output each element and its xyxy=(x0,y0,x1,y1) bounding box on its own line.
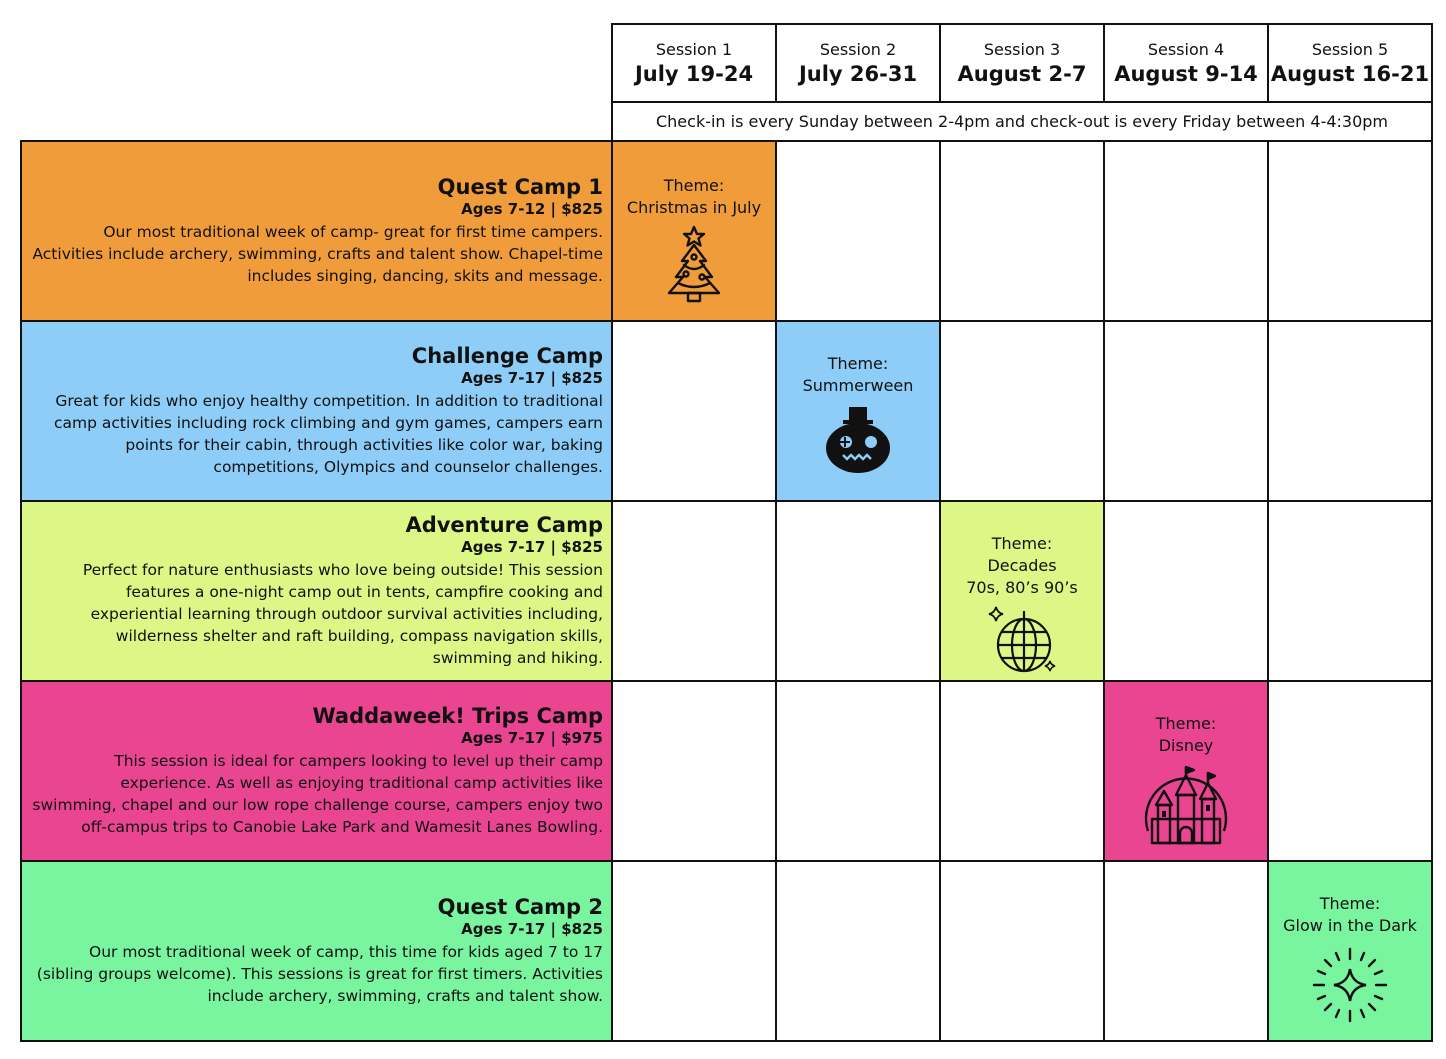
session-header-4 xyxy=(1103,23,1269,103)
empty-cell xyxy=(939,680,1105,862)
camp-info-quest-camp-1 xyxy=(20,140,613,322)
empty-cell xyxy=(1103,860,1269,1042)
camp-ages-price: Ages 7-17 | $975 xyxy=(461,729,603,748)
empty-cell xyxy=(939,140,1105,322)
session-header-5 xyxy=(1267,23,1433,103)
checkin-spacer xyxy=(21,102,612,141)
session-label: Session 3 xyxy=(983,40,1061,59)
empty-cell xyxy=(1103,140,1269,322)
theme-cell xyxy=(939,500,1105,682)
camp-info-quest-camp-2 xyxy=(20,860,613,1042)
camp-description: Our most traditional week of camp, this time for kids aged 7 to 17 (sibling groups welcome). This sessions is great for first timers. Activities include archery, swimming, crafts and talent show. xyxy=(36,943,603,1006)
camp-info-challenge-camp xyxy=(20,320,613,502)
empty-cell xyxy=(939,860,1105,1042)
empty-cell xyxy=(611,500,777,682)
sparkle-star-icon xyxy=(1310,945,1390,1025)
camp-info-adventure-camp xyxy=(20,500,613,682)
theme-name: Decades 70s, 80’s 90’s xyxy=(966,556,1078,597)
session-dates: July 19-24 xyxy=(634,62,754,86)
header-spacer xyxy=(21,24,612,102)
theme-cell xyxy=(775,320,941,502)
theme-label: Theme: xyxy=(991,534,1053,553)
empty-cell xyxy=(939,320,1105,502)
session-label: Session 5 xyxy=(1311,40,1389,59)
empty-cell xyxy=(1267,320,1433,502)
theme-name: Christmas in July xyxy=(626,198,762,217)
christmas-tree-icon xyxy=(664,225,724,305)
theme-cell xyxy=(1267,860,1433,1042)
camp-name: Challenge Camp xyxy=(411,343,603,368)
empty-cell xyxy=(1267,500,1433,682)
camp-description: Perfect for nature enthusiasts who love being outside! This session features a one-night camp out in tents, campfire cooking and experiential learning through outdoor survival activities including, wilderness shelter and raft building, compass navigation skills, swimming and hiking. xyxy=(82,561,603,668)
camp-description: Great for kids who enjoy healthy competition. In addition to traditional camp activities including rock climbing and gym games, campers earn points for their cabin, through activities like color war, baking competitions, Olympics and counselor challenges. xyxy=(54,392,603,477)
session-dates: August 16-21 xyxy=(1270,62,1430,86)
empty-cell xyxy=(775,680,941,862)
camp-name: Quest Camp 1 xyxy=(437,174,603,199)
session-label: Session 1 xyxy=(655,40,733,59)
pumpkin-icon xyxy=(823,405,893,475)
session-header-3 xyxy=(939,23,1105,103)
camp-name: Waddaweek! Trips Camp xyxy=(312,703,603,728)
session-label: Session 2 xyxy=(819,40,897,59)
empty-cell xyxy=(1267,680,1433,862)
camp-info-waddaweek-trips-camp xyxy=(20,680,613,862)
theme-label: Theme: xyxy=(1155,714,1217,733)
camp-description: This session is ideal for campers looking to level up their camp experience. As well as enjoying traditional camp activities like swimming, chapel and our low rope challenge course, campers enjoy two off-campus trips to Canobie Lake Park and Wamesit Lanes Bowling. xyxy=(32,752,603,837)
checkin-note: Check-in is every Sunday between 2-4pm and check-out is every Friday between 4-4:30pm xyxy=(611,101,1433,142)
session-header-1 xyxy=(611,23,777,103)
empty-cell xyxy=(1103,500,1269,682)
empty-cell xyxy=(775,500,941,682)
session-label: Session 4 xyxy=(1147,40,1225,59)
theme-label: Theme: xyxy=(1319,894,1381,913)
camp-ages-price: Ages 7-12 | $825 xyxy=(461,200,603,219)
empty-cell xyxy=(1103,320,1269,502)
camp-ages-price: Ages 7-17 | $825 xyxy=(461,538,603,557)
theme-name: Summerween xyxy=(802,376,914,395)
session-dates: July 26-31 xyxy=(798,62,918,86)
castle-icon xyxy=(1140,761,1232,847)
theme-cell xyxy=(611,140,777,322)
session-header-2 xyxy=(775,23,941,103)
empty-cell xyxy=(1267,140,1433,322)
camp-ages-price: Ages 7-17 | $825 xyxy=(461,920,603,939)
theme-label: Theme: xyxy=(827,354,889,373)
session-dates: August 2-7 xyxy=(957,62,1087,86)
empty-cell xyxy=(611,860,777,1042)
theme-cell xyxy=(1103,680,1269,862)
camp-ages-price: Ages 7-17 | $825 xyxy=(461,369,603,388)
empty-cell xyxy=(611,680,777,862)
empty-cell xyxy=(775,860,941,1042)
session-dates: August 9-14 xyxy=(1114,62,1258,86)
camp-schedule-table xyxy=(21,24,1432,1041)
camp-name: Quest Camp 2 xyxy=(437,894,603,919)
theme-name: Disney xyxy=(1158,736,1214,755)
disco-ball-icon xyxy=(986,605,1058,677)
empty-cell xyxy=(611,320,777,502)
empty-cell xyxy=(775,140,941,322)
theme-label: Theme: xyxy=(663,176,725,195)
camp-name: Adventure Camp xyxy=(405,512,603,537)
theme-name: Glow in the Dark xyxy=(1283,916,1417,935)
camp-description: Our most traditional week of camp- great for first time campers. Activities include archery, swimming, crafts and talent show. Chapel-time includes singing, dancing, skits and message. xyxy=(32,223,603,286)
